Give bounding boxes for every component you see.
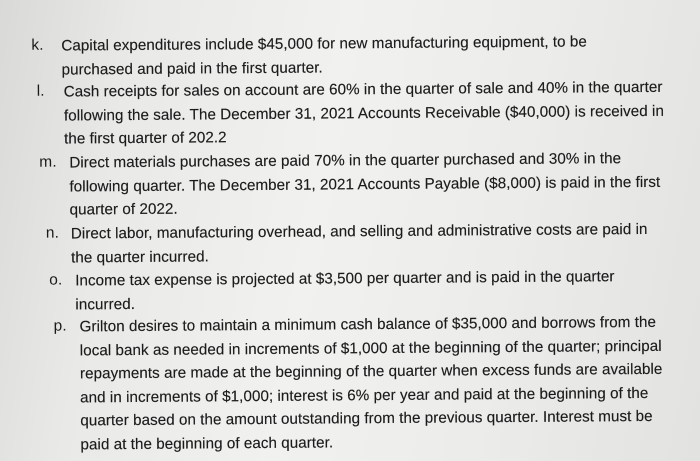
list-item-text: Grilton desires to maintain a minimum cash balance of $35,000 and borrows from the local bank as needed in increments of $1,000 at the beginning of the quarter; principal repayments are made at the beginning of the quarter when excess funds are available and in increments of $1,000; interest is 6% per year and paid at the beginning of the quarter based on the amount outstanding from the previous quarter. Interest must be paid at the beginning of each quarter. <box>79 313 663 454</box>
list-marker: l. <box>36 82 45 100</box>
list-item-text: Capital expenditures include $45,000 for new manufacturing equipment, to be purchased and paid in the first quarter. <box>61 33 587 79</box>
list-item-k <box>0 30 660 79</box>
list-marker: o. <box>49 271 63 289</box>
list-item-text: Direct materials purchases are paid 70% in the quarter purchased and 30% in the following quarter. The December 31, 2021 Accounts Payable ($8,000) is paid in the first quarter of 2022. <box>69 150 661 219</box>
list-marker: n. <box>45 224 60 242</box>
list-item-text: Direct labor, manufacturing overhead, and selling and administrative costs are paid in the quarter incurred. <box>70 220 648 267</box>
list-marker: m. <box>39 153 57 171</box>
list-item-text: Cash receipts for sales on account are 60% in the quarter of sale and 40% in the quarter following the sale. The December 31, 2021 Accounts Receivable ($40,000) is received in the first quarter of 202.2 <box>63 78 665 148</box>
list-marker: p. <box>53 317 67 335</box>
list-marker: k. <box>31 36 44 54</box>
list-item-text: Income tax expense is projected at $3,500 per quarter and is paid in the quarter incurred. <box>75 268 615 314</box>
